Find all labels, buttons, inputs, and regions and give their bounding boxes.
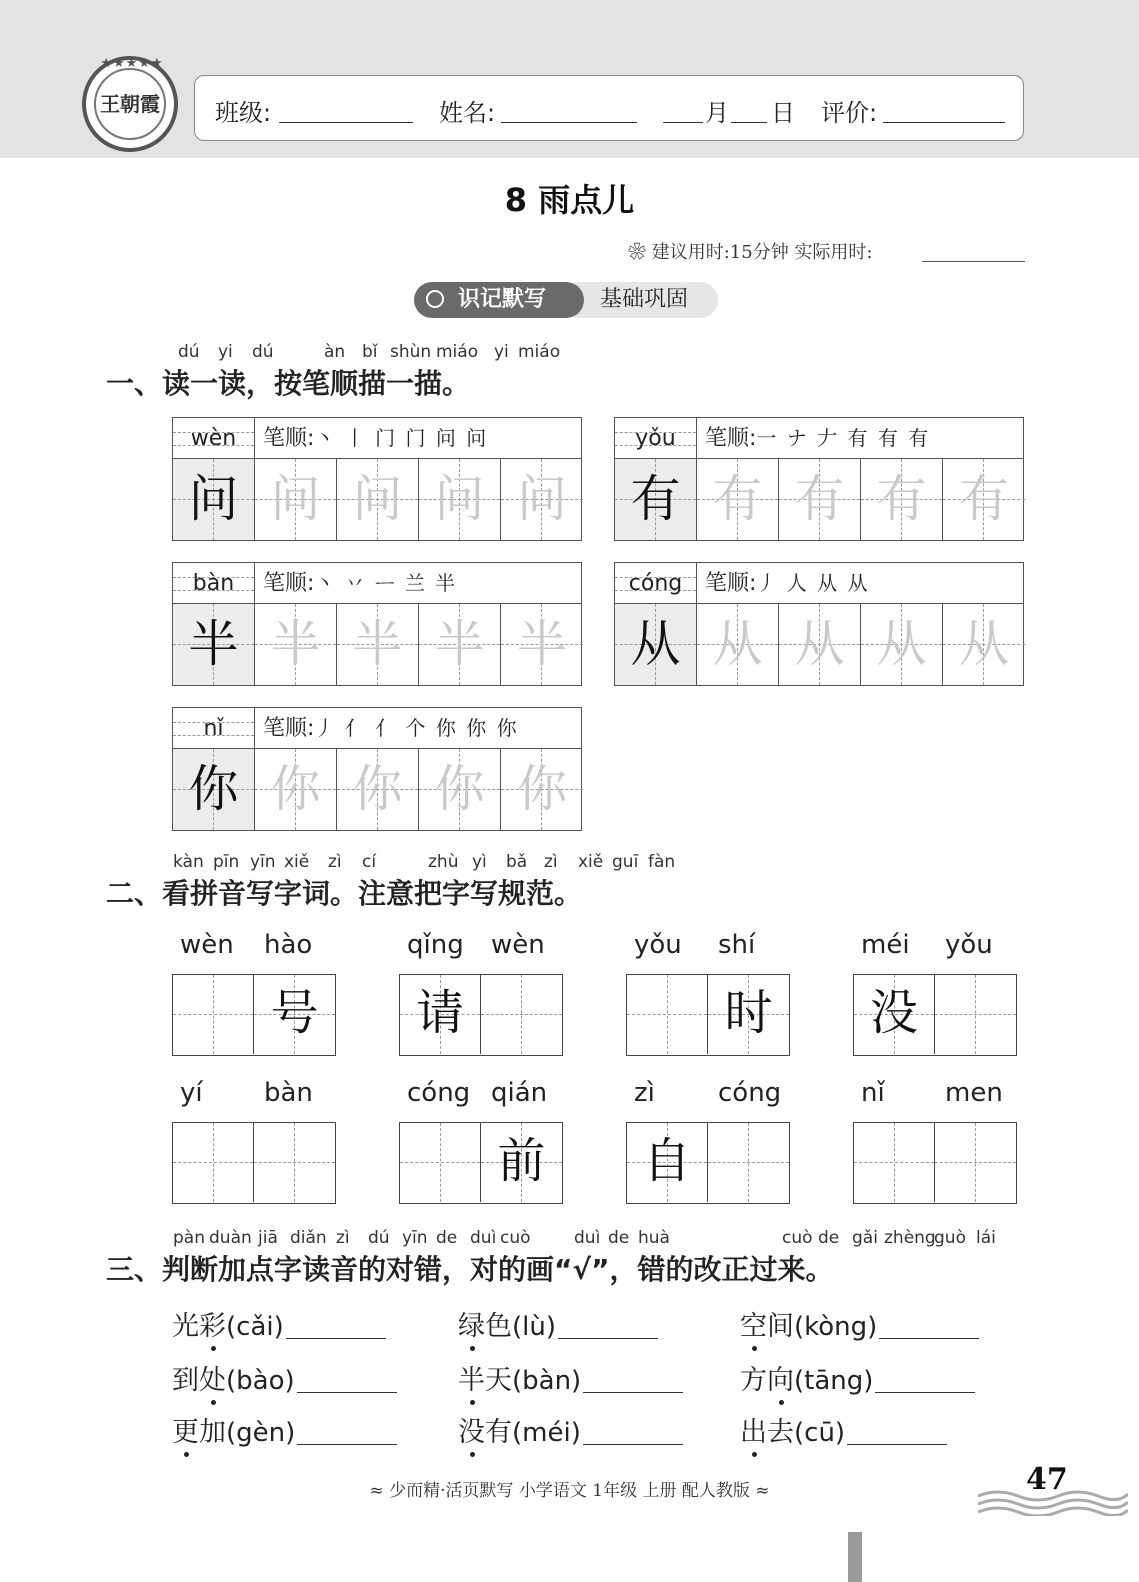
grid-line: [521, 975, 522, 1054]
heading-pinyin: guò: [934, 1228, 966, 1248]
char-pinyin-cell: [615, 563, 697, 604]
word-pinyin: cóng: [718, 1078, 782, 1108]
dotted-char: 向: [767, 1358, 794, 1397]
trace-char-cell[interactable]: [337, 604, 419, 685]
answer-line[interactable]: [879, 1338, 979, 1339]
heading-pinyin: de: [436, 1228, 458, 1248]
trace-char: 从: [876, 615, 927, 673]
word-pinyin: nǐ: [861, 1078, 885, 1108]
heading-pinyin: dú: [368, 1228, 390, 1248]
section1-heading: 一、读一读，按笔顺描一描。: [106, 367, 471, 400]
trace-char: 有: [876, 470, 927, 528]
heading-pinyin: de: [608, 1228, 630, 1248]
footer-text: ≈ 少而精·活页默写 小学语文 1年级 上册 配人教版 ≈: [369, 1481, 770, 1501]
given-char: 请: [415, 985, 464, 1041]
badge-right-label: 基础巩固: [600, 287, 689, 312]
char-write-cell[interactable]: [627, 975, 708, 1054]
class-label: 班级:: [215, 99, 272, 127]
trace-char: 从: [959, 615, 1009, 673]
char-pinyin: cóng: [628, 571, 683, 596]
page-number: 47: [1026, 1462, 1068, 1497]
char-pinyin: wèn: [190, 426, 237, 451]
answer-line[interactable]: [297, 1444, 397, 1445]
page-title: 8 雨点儿: [504, 181, 635, 219]
char-pinyin-cell: [615, 418, 697, 459]
char-pinyin-cell: [173, 418, 255, 459]
heading-pinyin: de: [818, 1228, 840, 1248]
word-pinyin: yǒu: [634, 930, 682, 960]
dotted-char: 处: [199, 1358, 226, 1397]
heading-pinyin: yīn: [402, 1228, 428, 1248]
given-pinyin: (gèn): [226, 1418, 296, 1448]
trace-char-cell[interactable]: [501, 749, 583, 830]
heading-pinyin: duàn: [209, 1228, 252, 1248]
stroke-order-label: 笔顺:: [705, 571, 757, 596]
word-pinyin: qǐng: [407, 930, 464, 960]
trace-char: 从: [712, 615, 763, 673]
day-field[interactable]: [731, 122, 767, 123]
grid-line: [440, 1123, 441, 1202]
word-box: [399, 974, 563, 1056]
section3-heading: 三、判断加点字读音的对错，对的画“√”，错的改正过来。: [106, 1253, 834, 1286]
badge-left-label: 识记默写: [458, 287, 547, 312]
trace-char: 问: [270, 470, 321, 528]
word-char: 间: [767, 1311, 794, 1342]
word-pinyin: qián: [491, 1078, 548, 1108]
stroke-sequence: 丿 人 从 从: [756, 571, 870, 595]
heading-pinyin: dú: [178, 342, 200, 362]
char-write-cell[interactable]: [400, 975, 481, 1054]
answer-line[interactable]: [558, 1338, 658, 1339]
answer-line[interactable]: [875, 1392, 975, 1393]
trace-char: 有: [712, 470, 763, 528]
grid-line: [975, 975, 976, 1054]
char-write-cell[interactable]: [708, 975, 789, 1054]
trace-char-cell[interactable]: [419, 604, 501, 685]
stroke-order-label: 笔顺:: [263, 426, 315, 451]
heading-pinyin: yi: [494, 342, 509, 362]
heading-pinyin: dú: [252, 342, 274, 362]
trace-char-cell[interactable]: [337, 459, 419, 540]
word-pinyin: hào: [264, 930, 313, 960]
word-box: [626, 1122, 790, 1204]
answer-line[interactable]: [583, 1392, 683, 1393]
time-hint-text: 建议用时:15分钟 实际用时:: [651, 242, 873, 263]
stroke-order: [255, 563, 581, 604]
section2-heading: 二、看拼音写字词。注意把字写规范。: [106, 877, 583, 910]
dotted-char: 空: [740, 1304, 767, 1343]
stroke-sequence: 丿 亻 亻 个 你 你 你: [314, 716, 519, 740]
name-label: 姓名:: [439, 99, 496, 127]
char-pinyin-cell: [173, 708, 255, 749]
heading-pinyin: diǎn: [290, 1228, 327, 1248]
given-char: 号: [270, 985, 319, 1041]
stroke-order-block: [172, 417, 582, 541]
stroke-sequence: 丶 丷 ᅳ 兰 半: [314, 571, 458, 595]
trace-char: 你: [352, 760, 403, 818]
word-pinyin: wèn: [180, 930, 234, 960]
time-hint: ❀ 建议用时:15分钟 实际用时:: [628, 242, 873, 263]
name-field[interactable]: [501, 122, 637, 123]
char-pinyin: yǒu: [635, 426, 676, 451]
heading-pinyin: duì: [470, 1228, 497, 1248]
char-write-cell[interactable]: [708, 1123, 789, 1202]
char-write-cell[interactable]: [854, 975, 935, 1054]
char-write-cell[interactable]: [935, 975, 1016, 1054]
dotted-char: 出: [740, 1410, 767, 1449]
trace-char-cell[interactable]: [943, 459, 1025, 540]
pronunciation-item: [740, 1410, 947, 1449]
stroke-order: [255, 418, 581, 459]
heading-pinyin: zì: [544, 852, 558, 872]
model-char: 问: [188, 470, 239, 528]
heading-pinyin: pàn: [173, 1228, 205, 1248]
heading-pinyin: miáo: [518, 342, 561, 362]
model-char: 半: [188, 615, 239, 673]
char-pinyin: bàn: [192, 571, 235, 596]
char-write-cell[interactable]: [254, 975, 335, 1054]
word-char: 去: [767, 1417, 794, 1448]
trace-char: 从: [794, 615, 845, 673]
heading-pinyin: bǐ: [362, 342, 378, 362]
medal-icon: [426, 290, 444, 308]
heading-pinyin: kàn: [173, 852, 204, 872]
word-pinyin: bàn: [264, 1078, 313, 1108]
heading-pinyin: jiā: [258, 1228, 278, 1248]
trace-char: 你: [517, 760, 567, 818]
word-char: 到: [172, 1365, 199, 1396]
pronunciation-item: [172, 1410, 397, 1449]
model-char-cell: [615, 604, 697, 685]
stroke-order-block: [614, 562, 1024, 686]
heading-pinyin: huà: [638, 1228, 670, 1248]
stroke-order-block: [172, 707, 582, 831]
trace-char-cell[interactable]: [861, 604, 943, 685]
grid-line: [975, 1123, 976, 1202]
word-char: 方: [740, 1365, 767, 1396]
stroke-order-label: 笔顺:: [263, 716, 315, 741]
rating-label: 评价:: [821, 99, 878, 127]
badge-left: [414, 282, 584, 318]
heading-pinyin: cí: [362, 852, 377, 872]
heading-pinyin: guī: [612, 852, 639, 872]
trace-char-cell[interactable]: [255, 749, 337, 830]
model-char-cell: [615, 459, 697, 540]
badge-right: [574, 282, 718, 318]
stroke-sequence: 一 ナ 𠂇 有 有 有: [756, 426, 931, 450]
stroke-order-label: 笔顺:: [705, 426, 757, 451]
given-char: 前: [497, 1133, 546, 1189]
grid-line: [213, 975, 214, 1054]
heading-pinyin: yi: [218, 342, 233, 362]
heading-pinyin: zì: [328, 852, 342, 872]
heading-pinyin: xiě: [284, 852, 310, 872]
dotted-char: 半: [458, 1358, 485, 1397]
trace-char: 半: [270, 615, 321, 673]
grid-line: [294, 1123, 295, 1202]
word-pinyin: men: [945, 1078, 1003, 1108]
stroke-order: [697, 563, 1023, 604]
stroke-order: [255, 708, 581, 749]
model-char: 有: [630, 470, 681, 528]
heading-pinyin: gǎi: [852, 1228, 878, 1248]
char-write-cell[interactable]: [254, 1123, 335, 1202]
pronunciation-item: [740, 1358, 975, 1397]
stroke-order-block: [614, 417, 1024, 541]
dotted-char: 绿: [458, 1304, 485, 1343]
given-char: 没: [869, 985, 918, 1041]
heading-pinyin: duì: [574, 1228, 601, 1248]
model-char: 从: [630, 615, 681, 673]
trace-char: 你: [434, 760, 485, 818]
char-write-cell[interactable]: [481, 1123, 562, 1202]
heading-pinyin: àn: [324, 342, 346, 362]
given-pinyin: (tāng): [794, 1366, 874, 1396]
given-char: 时: [724, 985, 773, 1041]
rating-field[interactable]: [883, 122, 1005, 123]
word-char: 光: [172, 1311, 199, 1342]
trace-char-cell[interactable]: [697, 459, 779, 540]
trace-char-cell[interactable]: [255, 604, 337, 685]
trace-char-cell[interactable]: [779, 459, 861, 540]
answer-line[interactable]: [297, 1392, 397, 1393]
pronunciation-item: [740, 1304, 979, 1343]
heading-pinyin: pīn: [213, 852, 240, 872]
answer-line[interactable]: [583, 1444, 683, 1445]
word-box: [853, 974, 1017, 1056]
heading-pinyin: cuò: [782, 1228, 813, 1248]
trace-char: 半: [352, 615, 403, 673]
word-pinyin: yǒu: [945, 930, 993, 960]
stroke-order-block: [172, 562, 582, 686]
word-char: 天: [485, 1365, 512, 1396]
stroke-sequence: 丶 丨 门 门 问 问: [314, 426, 489, 450]
trace-char-cell[interactable]: [255, 459, 337, 540]
word-box: [399, 1122, 563, 1204]
day-label: 日: [771, 99, 795, 127]
word-char: 加: [199, 1417, 226, 1448]
trace-char-cell[interactable]: [501, 604, 583, 685]
heading-pinyin: yì: [472, 852, 487, 872]
trace-char: 有: [959, 470, 1009, 528]
trace-char: 问: [434, 470, 485, 528]
model-char: 你: [188, 760, 239, 818]
heading-pinyin: yīn: [250, 852, 276, 872]
answer-line[interactable]: [847, 1444, 947, 1445]
pronunciation-item: [458, 1358, 683, 1397]
grid-line: [894, 1123, 895, 1202]
given-pinyin: (méi): [512, 1418, 581, 1448]
word-pinyin: cóng: [407, 1078, 471, 1108]
heading-pinyin: xiě: [578, 852, 604, 872]
month-label: 月: [705, 99, 729, 127]
student-info-box: [194, 75, 1024, 141]
word-pinyin: yí: [180, 1078, 203, 1108]
char-write-cell[interactable]: [400, 1123, 481, 1202]
given-pinyin: (bàn): [512, 1366, 582, 1396]
trace-char-cell[interactable]: [697, 604, 779, 685]
char-write-cell[interactable]: [481, 975, 562, 1054]
given-pinyin: (kòng): [794, 1312, 878, 1342]
char-write-cell[interactable]: [854, 1123, 935, 1202]
trace-char: 问: [352, 470, 403, 528]
trace-char: 半: [517, 615, 567, 673]
trace-char-cell[interactable]: [419, 459, 501, 540]
word-pinyin: wèn: [491, 930, 545, 960]
word-char: 有: [485, 1417, 512, 1448]
trace-char-cell[interactable]: [779, 604, 861, 685]
grid-line: [213, 1123, 214, 1202]
char-write-cell[interactable]: [173, 975, 254, 1054]
trace-char-cell[interactable]: [337, 749, 419, 830]
trace-char-cell[interactable]: [419, 749, 501, 830]
given-pinyin: (cū): [794, 1418, 846, 1448]
char-pinyin: nǐ: [203, 716, 224, 741]
pronunciation-item: [458, 1304, 658, 1343]
actual-time-field[interactable]: [922, 261, 1025, 262]
given-char: 自: [642, 1133, 691, 1189]
stroke-order-label: 笔顺:: [263, 571, 315, 596]
section-badge: [414, 282, 718, 318]
char-pinyin-cell: [173, 563, 255, 604]
answer-line[interactable]: [286, 1338, 386, 1339]
pronunciation-item: [172, 1304, 386, 1343]
logo-text: 王朝霞: [100, 92, 160, 116]
heading-pinyin: lái: [976, 1228, 996, 1248]
trace-char-cell[interactable]: [943, 604, 1025, 685]
pronunciation-item: [458, 1410, 683, 1449]
model-char-cell: [173, 749, 255, 830]
heading-pinyin: miáo: [436, 342, 479, 362]
given-pinyin: (bào): [226, 1366, 295, 1396]
bottom-bar: [848, 1532, 862, 1582]
trace-char: 问: [517, 470, 567, 528]
char-write-cell[interactable]: [935, 1123, 1016, 1202]
class-field[interactable]: [279, 122, 413, 123]
dotted-char: 更: [172, 1410, 199, 1449]
char-write-cell[interactable]: [173, 1123, 254, 1202]
model-char-cell: [173, 604, 255, 685]
word-char: 色: [485, 1311, 512, 1342]
trace-char: 半: [434, 615, 485, 673]
pronunciation-item: [172, 1358, 397, 1397]
month-field[interactable]: [663, 122, 703, 123]
star-icon: ★★★★★: [100, 56, 164, 71]
word-pinyin: méi: [861, 930, 910, 960]
heading-pinyin: cuò: [500, 1228, 531, 1248]
heading-pinyin: zì: [336, 1228, 350, 1248]
dotted-char: 没: [458, 1410, 485, 1449]
word-box: [172, 974, 336, 1056]
given-pinyin: (cǎi): [226, 1312, 284, 1342]
trace-char: 你: [270, 760, 321, 818]
word-pinyin: zì: [634, 1078, 655, 1108]
trace-char: 有: [794, 470, 845, 528]
heading-pinyin: bǎ: [506, 852, 528, 872]
model-char-cell: [173, 459, 255, 540]
heading-pinyin: zhèng: [884, 1228, 936, 1248]
char-write-cell[interactable]: [627, 1123, 708, 1202]
dotted-char: 彩: [199, 1304, 226, 1343]
heading-pinyin: fàn: [648, 852, 676, 872]
trace-char-cell[interactable]: [501, 459, 583, 540]
word-box: [626, 974, 790, 1056]
stroke-order: [697, 418, 1023, 459]
grid-line: [748, 1123, 749, 1202]
grid-line: [667, 975, 668, 1054]
word-box: [853, 1122, 1017, 1204]
trace-char-cell[interactable]: [861, 459, 943, 540]
word-box: [172, 1122, 336, 1204]
word-pinyin: shí: [718, 930, 756, 960]
given-pinyin: (lù): [512, 1312, 556, 1342]
heading-pinyin: zhù: [428, 852, 459, 872]
heading-pinyin: shùn: [390, 342, 432, 362]
